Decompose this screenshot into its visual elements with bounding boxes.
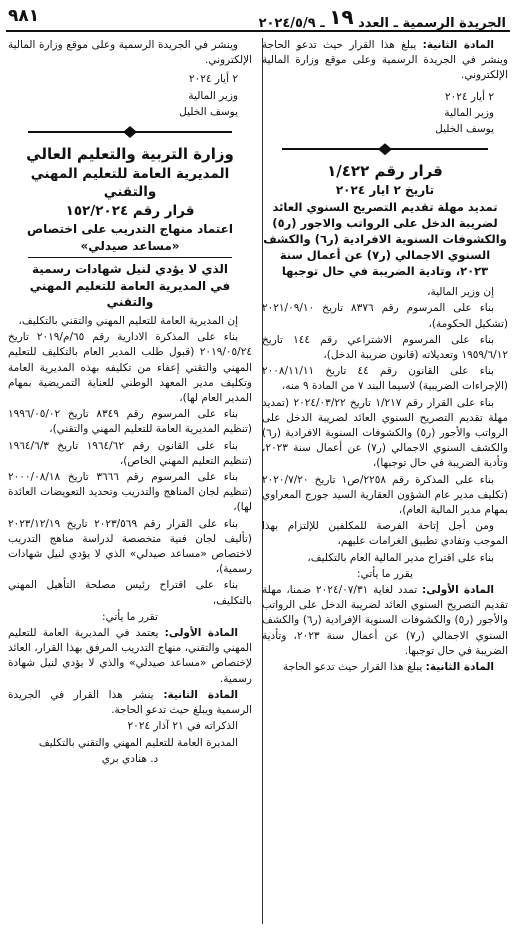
signature-date: ٢ أيار ٢٠٢٤ bbox=[445, 90, 494, 103]
decision-subject: تمديد مهلة تقديم التصريح السنوي العائد لضريبة الدخل على الرواتب والاجور (ر٥) والكشوفات السنوية الافرادية (ر٦) والكشف السنوي الاجمالي (ر٧) عن أعمال سنة ٢٠٢٣، وتادية الضريبة في حال توجبها bbox=[263, 200, 507, 279]
section-ornament bbox=[8, 124, 252, 140]
signer-name: يوسف الخليل bbox=[435, 123, 494, 136]
decides-heading: تقرر ما يأتي: bbox=[102, 610, 158, 623]
paragraph: بناء على المذكرة رقم ٢٢٥٨/ص١ تاريخ ٢٠٢٠/٧/٢٠ (تكليف مدير عام الشؤون العقارية السيد جورج المعراوي بمهام مدير المالية العام)، bbox=[262, 473, 508, 517]
decision-title: قرار رقم ١٥٢/٢٠٢٤ bbox=[65, 203, 195, 220]
right-column bbox=[262, 38, 508, 930]
page-header bbox=[6, 4, 510, 32]
signer-title: وزير المالية bbox=[188, 89, 238, 102]
separator-rule bbox=[28, 257, 232, 258]
directorate-title: المديرية العامة للتعليم المهني والتقني bbox=[30, 166, 230, 201]
signer-name: د. هنادي بري bbox=[101, 752, 159, 765]
article-text: يبلغ هذا القرار حيث تدعو الحاجة وينشر في الجريدة الرسمية وعلى موقع وزارة المالية الإلكتروني. bbox=[262, 39, 508, 82]
decision-date: تاريخ ٢ ايار ٢٠٢٤ bbox=[335, 183, 435, 198]
paragraph: بناء على القانون رقم ١٩٦٤/٦٢ تاريخ ١٩٦٤/٦/٣ (تنظيم التعليم المهني الخاص)، bbox=[8, 439, 252, 467]
paragraph: بناء على المرسوم رقم ٨٣٧٦ تاريخ ٢٠٢١/٠٩/١٠ (تشكيل الحكومة)، bbox=[262, 302, 508, 330]
signer-title: وزير المالية bbox=[444, 106, 494, 119]
article-label: المادة الثانية: bbox=[422, 39, 495, 51]
ministry-title: وزارة التربية والتعليم العالي bbox=[26, 145, 234, 164]
article-text: تمدد لغاية ٢٠٢٤/٠٧/٣١ ضمنا، مهلة تقديم التصريح السنوي العائد لضريبة الدخل على الرواتب والأجور (ر٥) والكشوفات السنوية الإفرادية (ر٦) والكشف السنوي الاجمالي (ر٧) عن أعمال سنة ٢٠٢٣، وتأدية الضريبة في حال توجبها. bbox=[262, 584, 508, 657]
paragraph: إن المديرية العامة للتعليم المهني والتقني بالتكليف، bbox=[18, 315, 238, 328]
page-number: ٩٨١ bbox=[8, 6, 40, 26]
article-text: يبلغ هذا القرار حيث تدعو الحاجة bbox=[282, 661, 423, 674]
article-label: المادة الثانية: bbox=[163, 688, 239, 701]
decision-title: قرار رقم ١/٤٢٢ bbox=[327, 162, 443, 181]
article-label: المادة الأولى: bbox=[422, 584, 494, 597]
issue-date: ـ ٢٠٢٤/٥/٩ bbox=[258, 16, 325, 31]
paragraph: بناء على القانون رقم ٤٤ تاريخ ٢٠٠٨/١١/١١ (الإجراءات الضريبية) لاسيما البند ٧ من المادة ٩ منه، bbox=[262, 365, 508, 393]
section-ornament bbox=[262, 141, 508, 157]
issue-place-date: الذكراته في ٢١ آذار ٢٠٢٤ bbox=[127, 720, 238, 733]
paragraph: بناء على القرار رقم ٢٠٢٣/٥٦٩ تاريخ ٢٠٢٣/١٢/١٩ (تأليف لجان فنية متخصصة لدراسة مناهج التدريب لاختصاص «مساعد صيدلي» الذي لا يؤدي لنيل شهادات رسمية)، bbox=[8, 517, 252, 576]
article-label: المادة الثانية: bbox=[425, 661, 494, 674]
paragraph: وينشر في الجريدة الرسمية وعلى موقع وزارة المالية الإلكتروني. bbox=[8, 39, 252, 67]
article-text: يعتمد في المديرية العامة للتعليم المهني والتقني، منهاج التدريب المرفق بهذا القرار، العائد لإختصاص «مساعد صيدلي» والذي لا يؤدي لنيل شهادة رسمية. bbox=[8, 627, 252, 685]
article-text: ينشر هذا القرار في الجريدة الرسمية ويبلغ حيث تدعو الحاجة. bbox=[8, 688, 252, 717]
paragraph: بناء على المرسوم رقم ٣٦٦٦ تاريخ ٢٠٠٠/٠٨/١٨ (تنظيم لجان المناهج والتدريب وتحديد التعويضات العائدة لها)، bbox=[8, 471, 252, 514]
publication-title bbox=[258, 5, 506, 32]
paragraph: بناء على اقتراح مدير المالية العام بالتكليف، bbox=[307, 551, 494, 564]
signer-title: المديرة العامة للتعليم المهني والتقني بالتكليف bbox=[38, 736, 238, 749]
paragraph: ومن أجل إتاحة الفرصة للمكلفين للإلتزام بهذا الموجب وتفادي تطبيق الغرامات عليهم، bbox=[262, 520, 508, 548]
left-column bbox=[8, 38, 252, 930]
publication-name: الجريدة الرسمية ـ العدد bbox=[358, 16, 506, 31]
paragraph: بناء على المرسوم الاشتراعي رقم ١٤٤ تاريخ ١٩٥٩/٦/١٢ وتعديلاته (قانون ضريبة الدخل)، bbox=[262, 333, 508, 362]
decision-subject: في المديرية العامة للتعليم المهني والتقني bbox=[29, 279, 231, 310]
decision-subject: الذي لا يؤدي لنيل شهادات رسمية bbox=[31, 262, 229, 277]
decision-subject: «مساعد صيدلي» bbox=[80, 239, 180, 254]
decides-heading: يقرر ما يأتي: bbox=[357, 567, 413, 580]
paragraph: بناء على المرسوم رقم ٨٣٤٩ تاريخ ١٩٩٦/٠٥/٠٢ (تنظيم المديرية العامة للتعليم المهني والتقني)، bbox=[8, 408, 252, 436]
paragraph: بناء على المذكرة الادارية رقم ٦٥/م/٢٠١٩ تاريخ ٢٠١٩/٠٥/٢٤ (قبول طلب المدير العام بالتكليف للتعليم المهني والتقني إعفاء من تكليفه بهذه المديرية العامة وتكليف مدير المعهد الوطني للعناية التمريضية بمهام المدير العام لها)، bbox=[8, 331, 252, 405]
issue-number: ١٩ bbox=[329, 5, 354, 29]
signature-date: ٢ أيار ٢٠٢٤ bbox=[189, 73, 238, 86]
signer-name: يوسف الخليل bbox=[179, 105, 238, 118]
article-label: المادة الأولى: bbox=[164, 627, 238, 640]
decision-subject: اعتماد منهاج التدريب على اختصاص bbox=[27, 222, 233, 237]
paragraph: إن وزير المالية، bbox=[427, 286, 494, 299]
paragraph: بناء على اقتراح رئيس مصلحة التأهيل المهني بالتكليف، bbox=[8, 579, 252, 607]
paragraph: بناء على القرار رقم ١/٢١٧ تاريخ ٢٠٢٤/٠٣/٢٢ (تمديد مهلة تقديم التصريح السنوي العائد لضريبة الدخل على الرواتب والأجور (ر٥) والكشوفات السنوية الافرادية (ر٦) والكشف السنوي الاجمالي (ر٧) عن أعمال سنة ٢٠٢٣، وتأدية الضريبة في حال توجبها)، bbox=[262, 396, 508, 470]
